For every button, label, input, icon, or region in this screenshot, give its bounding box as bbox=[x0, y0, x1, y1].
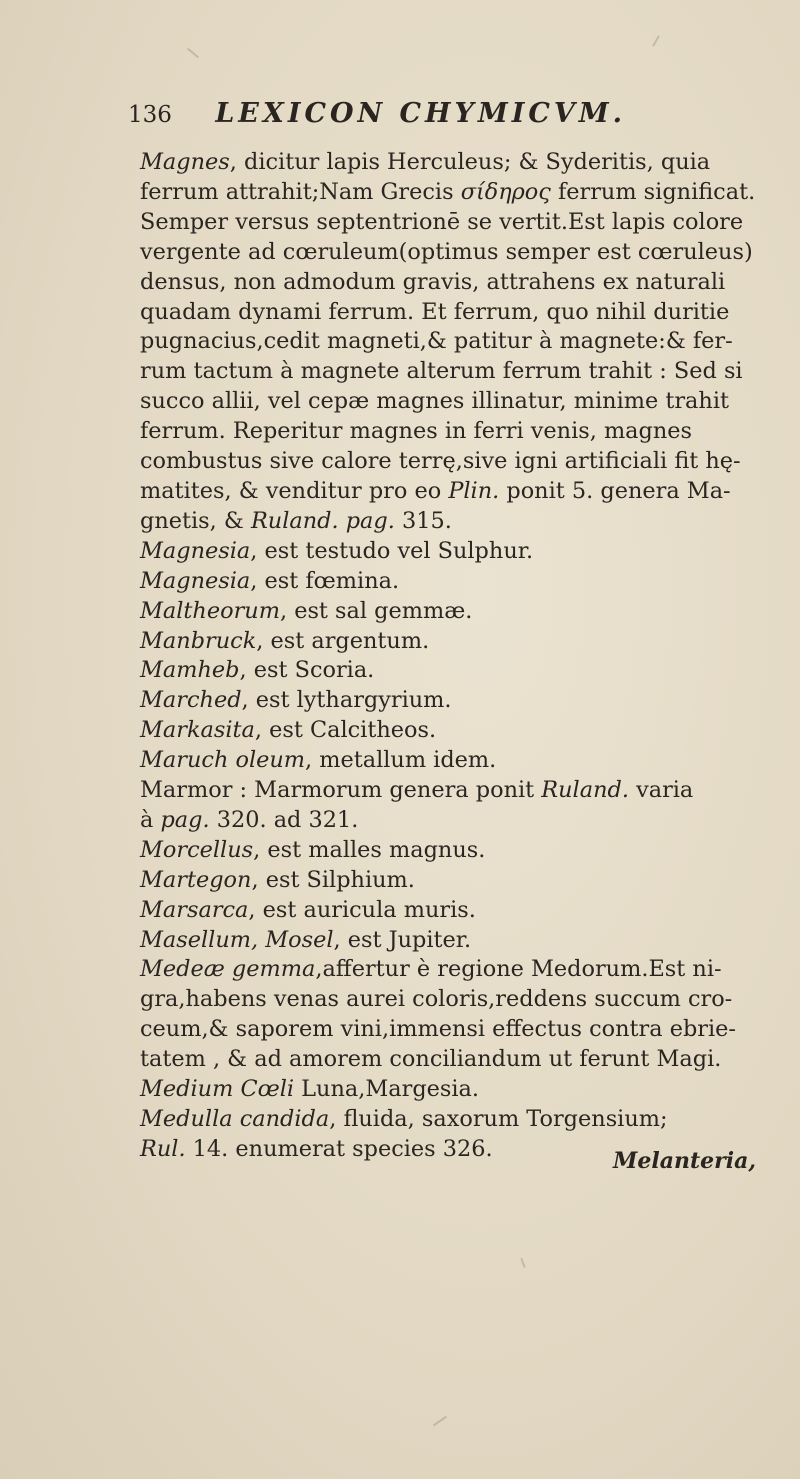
text-line bbox=[140, 627, 760, 657]
text-line bbox=[140, 1075, 760, 1105]
text-line bbox=[140, 1045, 760, 1075]
text-line bbox=[140, 955, 760, 985]
text-run: , est Jupiter. bbox=[333, 926, 472, 953]
text-line bbox=[140, 387, 760, 417]
text-line bbox=[140, 178, 760, 208]
text-line bbox=[140, 357, 760, 387]
italic-term: Martegon bbox=[140, 866, 252, 893]
text-run: Marmor : Marmorum genera ponit bbox=[140, 777, 542, 804]
text-run: 315. bbox=[394, 507, 452, 534]
page-header bbox=[128, 98, 688, 138]
text-line bbox=[140, 1105, 760, 1135]
text-run: , est testudo vel Sulphur. bbox=[250, 537, 534, 564]
italic-term: Magnesia bbox=[140, 567, 251, 594]
text-run: , dicitur lapis Herculeus; & Syderitis, quia bbox=[229, 149, 711, 175]
text-run: , est Scoria. bbox=[239, 657, 375, 684]
text-run: ponit 5. genera Ma- bbox=[499, 477, 731, 504]
text-line bbox=[140, 507, 760, 537]
lexicon-text bbox=[140, 148, 760, 1165]
text-line bbox=[140, 656, 760, 686]
text-run: Luna,Margesia. bbox=[294, 1076, 480, 1103]
text-line bbox=[140, 477, 760, 507]
paper-speck bbox=[652, 35, 660, 46]
italic-term: Medulla candida bbox=[140, 1106, 330, 1132]
italic-term: pag. bbox=[160, 806, 210, 833]
text-run: 14. enumerat species 326. bbox=[185, 1135, 493, 1162]
text-run: , est Calcitheos. bbox=[254, 717, 437, 744]
italic-term: Mamheb bbox=[140, 657, 240, 684]
paper-speck bbox=[433, 1416, 447, 1427]
text-run: à bbox=[140, 806, 161, 833]
italic-term: Plin. bbox=[448, 477, 500, 504]
text-run: ferrum attrahit;Nam Grecis bbox=[140, 178, 461, 205]
text-run: , est malles magnus. bbox=[253, 836, 486, 863]
text-run: , metallum idem. bbox=[305, 747, 497, 774]
text-run: ferrum significat. bbox=[550, 178, 756, 205]
paper-speck bbox=[520, 1258, 525, 1268]
text-line bbox=[140, 567, 760, 597]
text-run: rum tactum à magnete alterum ferrum trahit : Sed si bbox=[140, 358, 743, 385]
running-title: LEXICON CHYMICVM. bbox=[215, 98, 627, 129]
text-line bbox=[140, 208, 760, 238]
text-line bbox=[140, 1015, 760, 1045]
text-line bbox=[140, 896, 760, 926]
text-run: combustus sive calore terrę,sive igni artificiali fit hę- bbox=[140, 448, 741, 475]
text-run: , est fœmina. bbox=[250, 567, 400, 594]
text-run: vergente ad cœruleum(optimus semper est cœruleus) bbox=[140, 238, 753, 265]
page-number: 136 bbox=[128, 102, 172, 128]
text-run: densus, non admodum gravis, attrahens ex naturali bbox=[140, 268, 726, 295]
italic-term: Medeæ gemma bbox=[140, 956, 316, 983]
italic-term: Maltheorum bbox=[140, 597, 280, 624]
text-run: , fluida, saxorum Torgensium; bbox=[329, 1106, 668, 1132]
catchword: Melanteria, bbox=[613, 1148, 756, 1174]
text-run: , est auricula muris. bbox=[248, 896, 476, 923]
text-run: pugnacius,cedit magneti,& patitur à magnete:& fer- bbox=[140, 328, 733, 355]
text-run: ,affertur è regione Medorum.Est ni- bbox=[315, 956, 722, 983]
text-run: , est Silphium. bbox=[251, 866, 415, 893]
text-line bbox=[140, 716, 760, 746]
text-run: matites, & venditur pro eo bbox=[140, 477, 449, 504]
italic-term: σίδηρος bbox=[460, 178, 551, 205]
text-line bbox=[140, 776, 760, 806]
text-run: succo allii, vel cepæ magnes illinatur, minime trahit bbox=[140, 388, 729, 415]
text-line bbox=[140, 866, 760, 896]
italic-term: Manbruck bbox=[140, 627, 257, 654]
text-line bbox=[140, 298, 760, 328]
text-run: ferrum. Reperitur magnes in ferri venis, magnes bbox=[140, 418, 693, 445]
italic-term: Maruch oleum bbox=[140, 747, 306, 774]
text-run: quadam dynami ferrum. Et ferrum, quo nihil duritie bbox=[140, 298, 730, 325]
italic-term: Morcellus bbox=[140, 836, 254, 863]
italic-term: Markasita bbox=[140, 717, 255, 744]
text-line bbox=[140, 327, 760, 357]
text-line bbox=[140, 597, 760, 627]
text-line bbox=[140, 447, 760, 477]
text-run: varia bbox=[628, 777, 694, 804]
text-line bbox=[140, 985, 760, 1015]
text-run: , est argentum. bbox=[256, 627, 430, 654]
text-run: , est lythargyrium. bbox=[241, 687, 452, 714]
text-line bbox=[140, 836, 760, 866]
italic-term: Marched bbox=[140, 687, 242, 714]
text-run: gra,habens venas aurei coloris,reddens succum cro- bbox=[140, 986, 733, 1013]
text-run: ceum,& saporem vini,immensi effectus contra ebrie- bbox=[140, 1016, 736, 1043]
text-line bbox=[140, 148, 760, 178]
italic-term: Masellum, Mosel bbox=[140, 926, 334, 953]
text-line bbox=[140, 746, 760, 776]
italic-term: Ruland. pag. bbox=[250, 507, 395, 534]
italic-term: Marsarca bbox=[140, 896, 249, 923]
italic-term: Magnes bbox=[140, 149, 230, 175]
text-run: gnetis, & bbox=[140, 507, 251, 534]
text-line bbox=[140, 238, 760, 268]
italic-term: Ruland. bbox=[541, 777, 629, 804]
text-line bbox=[140, 268, 760, 298]
text-run: tatem , & ad amorem conciliandum ut ferunt Magi. bbox=[140, 1046, 722, 1073]
text-run: Semper versus septentrionē se vertit.Est lapis colore bbox=[140, 208, 744, 235]
italic-term: Medium Cœli bbox=[140, 1076, 295, 1103]
text-line bbox=[140, 926, 760, 956]
text-line bbox=[140, 537, 760, 567]
italic-term: Rul. bbox=[140, 1135, 186, 1162]
text-line bbox=[140, 686, 760, 716]
italic-term: Magnesia bbox=[140, 537, 251, 564]
text-line bbox=[140, 806, 760, 836]
text-line bbox=[140, 417, 760, 447]
text-run: , est sal gemmæ. bbox=[279, 597, 473, 624]
paper-speck bbox=[187, 48, 199, 59]
text-run: 320. ad 321. bbox=[209, 806, 359, 833]
